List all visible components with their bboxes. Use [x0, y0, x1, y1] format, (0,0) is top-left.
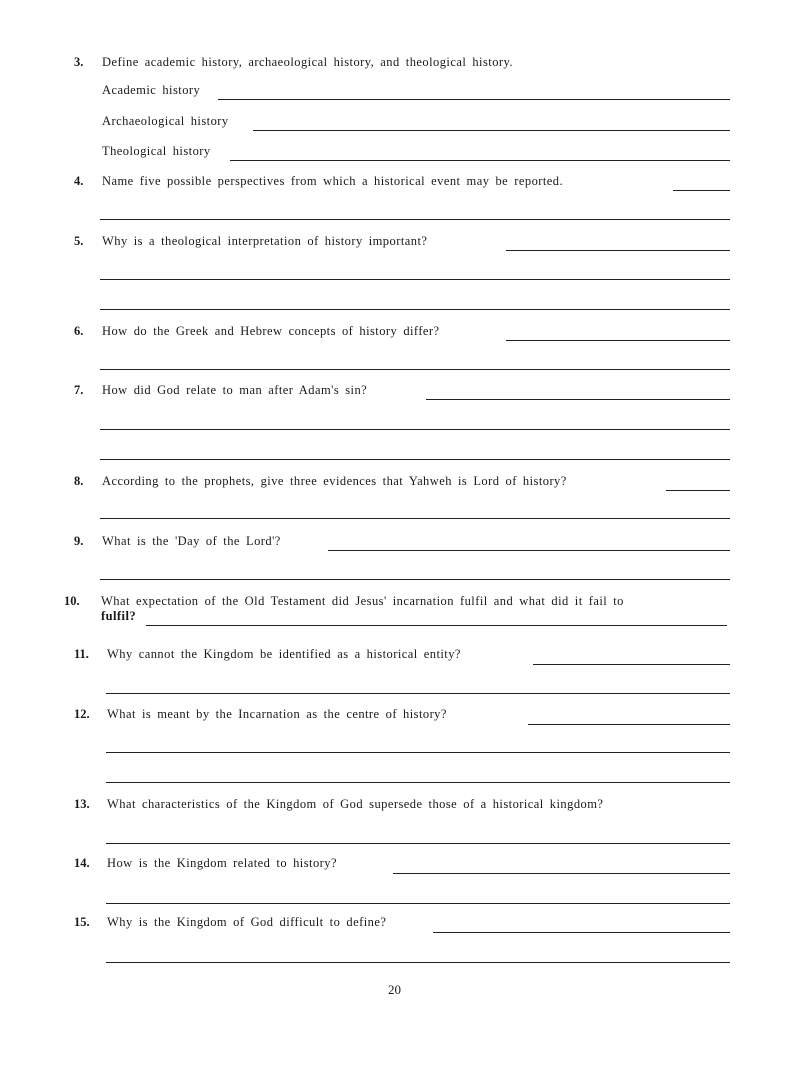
answer-line[interactable] [106, 782, 730, 783]
question-text: What expectation of the Old Testament did Jesus' incarnation fulfil and what did it fail to [101, 594, 624, 608]
question-number: 8. [74, 474, 84, 488]
answer-line[interactable] [100, 369, 730, 370]
question-text: Name five possible perspectives from which a historical event may be reported. [102, 174, 564, 188]
answer-line[interactable] [146, 625, 727, 626]
answer-line[interactable] [100, 518, 730, 519]
answer-line[interactable] [100, 309, 730, 310]
subquestion-label: Archaeological history [102, 114, 229, 128]
subquestion-label: Academic history [102, 83, 201, 97]
subquestion-label: Theological history [102, 144, 211, 158]
question-text: How is the Kingdom related to history? [107, 856, 337, 870]
answer-line[interactable] [673, 190, 730, 191]
answer-line[interactable] [106, 693, 730, 694]
answer-line[interactable] [666, 490, 730, 491]
question-text: What characteristics of the Kingdom of God supersede those of a historical kingdom? [107, 797, 604, 811]
question-number: 13. [74, 797, 90, 811]
question-number: 12. [74, 707, 90, 721]
question-text-continued: fulfil? [101, 609, 137, 623]
question-number: 15. [74, 915, 90, 929]
answer-line[interactable] [100, 279, 730, 280]
answer-line[interactable] [393, 873, 730, 874]
question-number: 11. [74, 647, 89, 661]
answer-line[interactable] [106, 752, 730, 753]
question-text: Why is the Kingdom of God difficult to define? [107, 915, 387, 929]
question-number: 5. [74, 234, 84, 248]
answer-line[interactable] [100, 459, 730, 460]
answer-line[interactable] [218, 99, 730, 100]
question-text: Define academic history, archaeological history, and theological history. [102, 55, 513, 69]
question-text: Why cannot the Kingdom be identified as a historical entity? [107, 647, 461, 661]
question-number: 9. [74, 534, 84, 548]
question-text: According to the prophets, give three evidences that Yahweh is Lord of history? [102, 474, 567, 488]
answer-line[interactable] [528, 724, 730, 725]
answer-line[interactable] [328, 550, 730, 551]
question-number: 14. [74, 856, 90, 870]
answer-line[interactable] [106, 962, 730, 963]
question-text: Why is a theological interpretation of history important? [102, 234, 428, 248]
question-number: 7. [74, 383, 84, 397]
question-text: What is meant by the Incarnation as the centre of history? [107, 707, 447, 721]
answer-line[interactable] [100, 429, 730, 430]
question-text: How did God relate to man after Adam's sin? [102, 383, 368, 397]
answer-line[interactable] [100, 219, 730, 220]
answer-line[interactable] [533, 664, 730, 665]
answer-line[interactable] [106, 903, 730, 904]
answer-line[interactable] [433, 932, 730, 933]
answer-line[interactable] [100, 579, 730, 580]
question-number: 3. [74, 55, 84, 69]
question-text: How do the Greek and Hebrew concepts of history differ? [102, 324, 440, 338]
question-number: 6. [74, 324, 84, 338]
question-text: What is the 'Day of the Lord'? [102, 534, 281, 548]
answer-line[interactable] [230, 160, 730, 161]
answer-line[interactable] [506, 250, 730, 251]
answer-line[interactable] [253, 130, 730, 131]
question-number: 4. [74, 174, 84, 188]
page-number: 20 [388, 982, 401, 997]
answer-line[interactable] [106, 843, 730, 844]
question-number: 10. [64, 594, 80, 608]
answer-line[interactable] [426, 399, 730, 400]
answer-line[interactable] [506, 340, 730, 341]
